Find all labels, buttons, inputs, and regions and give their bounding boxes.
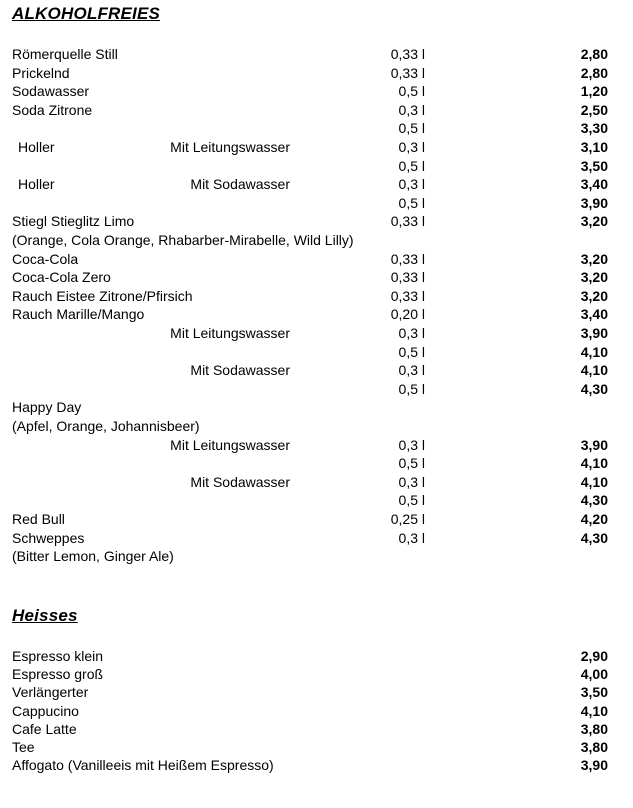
menu-row	[0, 343, 633, 361]
menu-item-price: 3,90	[580, 757, 608, 774]
menu-item-variant: Mit Sodawasser	[190, 176, 290, 193]
menu-item-name: Römerquelle Still	[12, 46, 118, 62]
menu-item-price: 3,90	[580, 194, 608, 211]
menu-row	[0, 175, 633, 193]
menu-item-name: Sodawasser	[12, 83, 90, 100]
menu-item-price: 2,80	[580, 46, 608, 62]
menu-item-price: 3,20	[580, 287, 608, 304]
menu-row	[0, 250, 633, 268]
menu-item-name: Holler	[18, 176, 55, 193]
menu-item-price: 3,10	[580, 139, 608, 155]
menu-item-price: 3,30	[580, 120, 608, 137]
menu-item-volume: 0,5 l	[398, 194, 425, 211]
menu-item-price: 3,90	[580, 436, 608, 453]
menu-item-price: 4,10	[580, 362, 608, 379]
menu-item-price: 3,50	[580, 684, 608, 701]
menu-item-name: Rauch Eistee Zitrone/Pfirsich	[12, 287, 193, 304]
menu-row	[0, 361, 633, 379]
menu-item-volume: 0,3 l	[398, 101, 425, 118]
menu-item-name: Happy Day	[12, 399, 82, 416]
menu-item-price: 3,20	[580, 269, 608, 286]
menu-row	[0, 64, 633, 82]
menu-item-volume: 0,3 l	[398, 139, 425, 155]
menu-item-name: (Orange, Cola Orange, Rhabarber-Mirabelle, Wild Lilly)	[12, 232, 354, 248]
menu-item-price: 4,20	[580, 511, 608, 527]
menu-item-price: 2,50	[580, 101, 608, 118]
menu-item-variant: Mit Leitungswasser	[170, 139, 290, 155]
menu-item-price: 4,30	[580, 529, 608, 546]
menu-item-variant: Mit Leitungswasser	[170, 436, 290, 453]
menu-item-name: Rauch Marille/Mango	[12, 306, 145, 323]
menu-row	[0, 683, 633, 701]
menu-row	[0, 454, 633, 472]
menu-item-price: 3,90	[580, 325, 608, 341]
menu-item-name: Cafe Latte	[12, 720, 77, 737]
menu-item-volume: 0,5 l	[398, 343, 425, 360]
menu-item-name: Holler	[18, 139, 55, 155]
menu-item-name: Verlängerter	[12, 684, 89, 701]
menu-item-name: Soda Zitrone	[12, 101, 93, 118]
menu-item-volume: 0,3 l	[398, 362, 425, 379]
menu-item-name: Prickelnd	[12, 64, 70, 81]
menu-item-name: Coca-Cola Zero	[12, 269, 111, 286]
menu-item-volume: 0,3 l	[398, 176, 425, 193]
menu-item-name: Stiegl Stieglitz Limo	[12, 213, 135, 230]
menu-row	[0, 720, 633, 738]
menu-item-name: (Apfel, Orange, Johannisbeer)	[12, 418, 200, 434]
menu-item-variant: Mit Sodawasser	[190, 362, 290, 379]
menu-row	[0, 287, 633, 305]
menu-row	[0, 702, 633, 720]
menu-item-price: 4,10	[580, 343, 608, 360]
menu-row	[0, 417, 633, 435]
menu-item-price: 4,10	[580, 473, 608, 490]
menu-item-price: 4,30	[580, 380, 608, 397]
menu-row	[0, 119, 633, 137]
menu-row	[0, 436, 633, 454]
menu-row	[0, 491, 633, 509]
menu-item-name: Red Bull	[12, 511, 65, 527]
menu-item-price: 3,40	[580, 176, 608, 193]
menu-row	[0, 398, 633, 416]
menu-item-variant: Mit Sodawasser	[190, 473, 290, 490]
menu-item-price: 4,30	[580, 492, 608, 509]
menu-item-price: 2,90	[580, 648, 608, 664]
menu-row	[0, 324, 633, 342]
section-heading-heisses: Heisses	[12, 606, 78, 625]
menu-row	[0, 665, 633, 683]
menu-row	[0, 138, 633, 156]
menu-item-name: Affogato (Vanilleeis mit Heißem Espresso)	[12, 757, 274, 774]
menu-item-volume: 0,25 l	[390, 511, 425, 527]
menu-item-price: 3,20	[580, 250, 608, 267]
menu-row	[0, 82, 633, 100]
menu-item-price: 3,20	[580, 213, 608, 230]
menu-item-volume: 0,3 l	[398, 325, 425, 341]
menu-item-volume: 0,33 l	[390, 250, 425, 267]
menu-item-name: Espresso groß	[12, 666, 104, 683]
menu-item-name: Tee	[12, 739, 35, 755]
menu-item-volume: 0,3 l	[398, 473, 425, 490]
menu-item-volume: 0,33 l	[390, 287, 425, 304]
menu-item-volume: 0,3 l	[398, 529, 425, 546]
menu-row	[0, 305, 633, 323]
menu-item-volume: 0,33 l	[390, 213, 425, 230]
menu-item-volume: 0,5 l	[398, 120, 425, 137]
menu-row	[0, 510, 633, 528]
menu-item-price: 4,10	[580, 455, 608, 472]
section-heading-alkoholfreies: ALKOHOLFREIES	[12, 4, 161, 23]
menu-item-volume: 0,5 l	[398, 492, 425, 509]
menu-row	[0, 738, 633, 756]
menu-item-name: Cappucino	[12, 702, 79, 719]
menu-item-volume: 0,33 l	[390, 46, 425, 62]
menu-item-volume: 0,5 l	[398, 157, 425, 174]
menu-row	[0, 380, 633, 398]
menu-item-price: 3,50	[580, 157, 608, 174]
menu-item-price: 3,80	[580, 720, 608, 737]
menu-item-volume: 0,33 l	[390, 64, 425, 81]
menu-item-price: 3,40	[580, 306, 608, 323]
menu-row	[0, 268, 633, 286]
menu-row	[0, 157, 633, 175]
menu-item-variant: Mit Leitungswasser	[170, 325, 290, 341]
menu-row	[0, 529, 633, 547]
menu-row	[0, 231, 633, 249]
menu-item-price: 4,00	[580, 666, 608, 683]
menu-item-price: 3,80	[580, 739, 608, 755]
menu-item-price: 4,10	[580, 702, 608, 719]
menu-item-name: (Bitter Lemon, Ginger Ale)	[12, 548, 174, 565]
menu-row	[0, 101, 633, 119]
menu-item-name: Espresso klein	[12, 648, 104, 664]
menu-row	[0, 547, 633, 565]
menu-item-volume: 0,5 l	[398, 83, 425, 100]
menu-item-price: 1,20	[580, 83, 608, 100]
menu-item-volume: 0,33 l	[390, 269, 425, 286]
menu-item-name: Schweppes	[12, 529, 85, 546]
menu-item-volume: 0,20 l	[390, 306, 425, 323]
menu-row	[0, 647, 633, 665]
menu-row	[0, 45, 633, 63]
menu-item-volume: 0,5 l	[398, 455, 425, 472]
menu-item-volume: 0,3 l	[398, 436, 425, 453]
menu-row	[0, 756, 633, 774]
menu-item-name: Coca-Cola	[12, 250, 79, 267]
menu-item-volume: 0,5 l	[398, 380, 425, 397]
menu-row	[0, 473, 633, 491]
menu-row	[0, 212, 633, 230]
menu-item-price: 2,80	[580, 64, 608, 81]
menu-row	[0, 194, 633, 212]
